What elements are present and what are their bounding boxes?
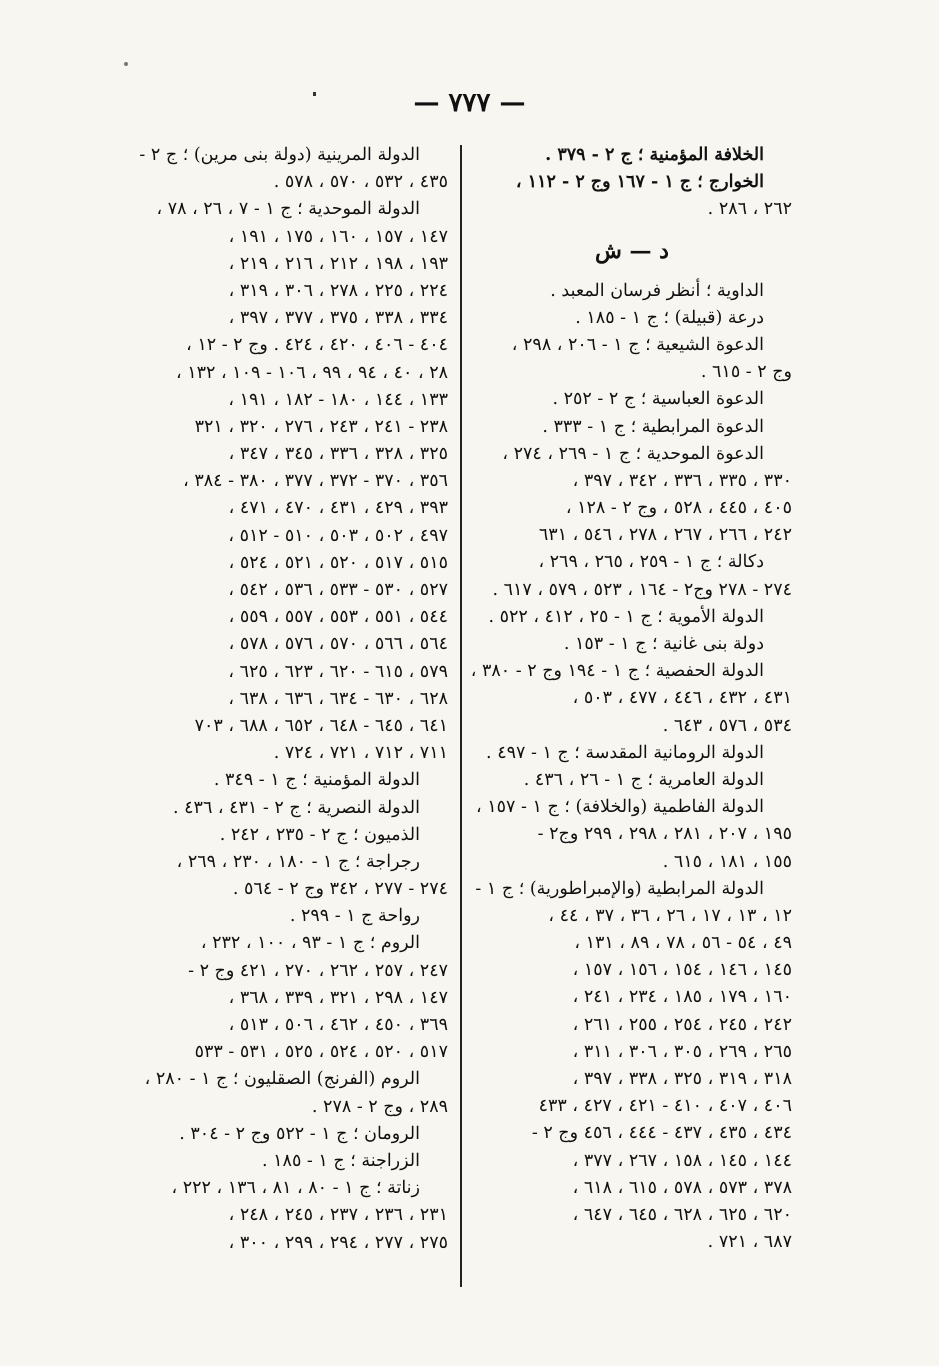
index-entry-continuation: ٥٣٤ ، ٥٧٦ ، ٦٤٣ . bbox=[662, 715, 792, 736]
column-divider bbox=[460, 145, 462, 1287]
index-entry-continuation: ٦٢٠ ، ٦٢٥ ، ٦٢٨ ، ٦٤٥ ، ٦٤٧ ، bbox=[572, 1204, 792, 1225]
index-entry-continuation: ٢٤٢ ، ٢٦٦ ، ٢٦٧ ، ٢٧٨ ، ٥٤٦ ، ٦٣١ bbox=[538, 525, 792, 546]
index-entry-continuation: ٢٤٧ ، ٢٥٧ ، ٢٦٢ ، ٢٧٠ ، ٤٢١ وج ٢ - bbox=[188, 960, 448, 981]
index-entry-continuation: ٣٣٤ ، ٣٣٨ ، ٣٧٥ ، ٣٧٧ ، ٣٩٧ ، bbox=[228, 308, 448, 329]
index-entry: الذميون ؛ ج ٢ - ٢٣٥ ، ٢٤٢ . bbox=[219, 824, 420, 845]
index-entry-continuation: ٢٤٢ ، ٢٤٥ ، ٢٥٤ ، ٢٥٥ ، ٢٦١ ، bbox=[572, 1014, 792, 1035]
index-entry: الخلافة المؤمنية ؛ ج ٢ - ٣٧٩ . bbox=[545, 145, 764, 165]
index-entry: الدولة الفاطمية (والخلافة) ؛ ج ١ - ١٥٧ ، bbox=[476, 797, 764, 818]
index-entry-continuation: ٥١٥ ، ٥١٧ ، ٥٢٠ ، ٥٢١ ، ٥٢٤ ، bbox=[228, 552, 448, 573]
index-entry-continuation: ٢٧٤ - ٢٧٨ وج٢ - ١٦٤ ، ٥٢٣ ، ٥٧٩ ، ٦١٧ . bbox=[492, 579, 792, 600]
index-entry-continuation: ٥٢٧ ، ٥٣٠ - ٥٣٣ ، ٥٣٦ ، ٥٤٢ ، bbox=[228, 580, 448, 600]
index-entry: الروم (الفرنج) الصقليون ؛ ج ١ - ٢٨٠ ، bbox=[144, 1069, 420, 1090]
index-entry-continuation: ٢٢٤ ، ٢٢٥ ، ٢٧٨ ، ٣٠٦ ، ٣١٩ ، bbox=[228, 280, 448, 301]
index-entry-continuation: ٣٧٨ ، ٥٧٣ ، ٥٧٨ ، ٦١٥ ، ٦١٨ ، bbox=[572, 1177, 792, 1198]
index-entry: الدولة الأموية ؛ ج ١ - ٢٥ ، ٤١٢ ، ٥٢٢ . bbox=[488, 606, 764, 627]
index-entry-continuation: ٢٦٢ ، ٢٨٦ . bbox=[707, 199, 792, 220]
index-entry-continuation: ١٤٥ ، ١٤٦ ، ١٥٤ ، ١٥٦ ، ١٥٧ ، bbox=[572, 960, 792, 981]
index-entry-continuation: ٢٨٩ ، وج ٢ - ٢٧٨ . bbox=[311, 1096, 448, 1117]
index-entry: دكالة ؛ ج ١ - ٢٥٩ ، ٢٦٥ ، ٢٦٩ ، bbox=[538, 552, 764, 573]
index-entry-continuation: ٤٣٥ ، ٥٣٢ ، ٥٧٠ ، ٥٧٨ . bbox=[273, 172, 448, 193]
index-entry: الدعوة العباسية ؛ ج ٢ - ٢٥٢ . bbox=[552, 389, 764, 410]
index-entry-continuation: ١٦٠ ، ١٧٩ ، ١٨٥ ، ٢٣٤ ، ٢٤١ ، bbox=[572, 987, 792, 1008]
index-column-left bbox=[118, 142, 448, 1292]
index-entry-continuation: وج ٢ - ٦١٥ . bbox=[700, 362, 792, 383]
index-entry-continuation: ٤٠٦ ، ٤٠٧ ، ٤١٠ - ٤٢١ ، ٤٢٧ ، ٤٣٣ bbox=[538, 1096, 792, 1117]
index-entry-continuation: ٢٨ ، ٤٠ ، ٩٤ ، ٩٩ ، ١٠٦ - ١٠٩ ، ١٣٢ ، bbox=[175, 362, 448, 383]
index-entry: الدولة النصرية ؛ ج ٢ - ٤٣١ ، ٤٣٦ . bbox=[173, 797, 420, 818]
index-entry-continuation: ١٩٣ ، ١٩٨ ، ٢١٢ ، ٢١٦ ، ٢١٩ ، bbox=[228, 253, 448, 274]
index-entry: رواحة ج ١ - ٢٩٩ . bbox=[289, 906, 420, 927]
index-entry: دولة بنى غانية ؛ ج ١ - ١٥٣ . bbox=[563, 634, 764, 654]
index-entry-continuation: ٤٩ ، ٥٤ - ٥٦ ، ٧٨ ، ٨٩ ، ١٣١ ، bbox=[574, 933, 792, 954]
index-entry: زناتة ؛ ج ١ - ٨٠ ، ٨١ ، ١٣٦ ، ٢٢٢ ، bbox=[171, 1178, 420, 1199]
index-entry-continuation: ٣١٨ ، ٣١٩ ، ٣٢٥ ، ٣٣٨ ، ٣٩٧ ، bbox=[572, 1069, 792, 1089]
index-entry-continuation: ٤٣٤ ، ٤٣٥ ، ٤٣٧ - ٤٤٤ ، ٤٥٦ وج ٢ - bbox=[531, 1123, 792, 1144]
index-entry-continuation: ٥١٧ ، ٥٢٠ ، ٥٢٤ ، ٥٢٥ ، ٥٣١ - ٥٣٣ bbox=[194, 1042, 448, 1063]
index-entry-continuation: ٣٥٦ ، ٣٧٠ - ٣٧٢ ، ٣٧٧ ، ٣٨٠ - ٣٨٤ ، bbox=[183, 471, 448, 492]
index-entry-continuation: ٢٧٥ ، ٢٧٧ ، ٢٩٤ ، ٢٩٩ ، ٣٠٠ ، bbox=[228, 1232, 448, 1253]
index-entry: الدعوة المرابطية ؛ ج ١ - ٣٣٣ . bbox=[542, 416, 764, 437]
index-entry-continuation: ١٤٧ ، ١٥٧ ، ١٦٠ ، ١٧٥ ، ١٩١ ، bbox=[228, 226, 448, 247]
index-entry-continuation: ٥٧٩ ، ٦١٥ - ٦٢٠ ، ٦٢٣ ، ٦٢٥ ، bbox=[228, 661, 448, 682]
index-entry-continuation: ٣٦٩ ، ٤٥٠ ، ٤٦٢ ، ٥٠٦ ، ٥١٣ ، bbox=[228, 1015, 448, 1035]
index-entry-continuation: ٥٤٤ ، ٥٥١ ، ٥٥٣ ، ٥٥٧ ، ٥٥٩ ، bbox=[228, 607, 448, 628]
index-entry-continuation: ١٥٥ ، ١٨١ ، ٦١٥ . bbox=[662, 851, 792, 872]
index-entry: الداوية ؛ أنظر فرسان المعبد . bbox=[550, 280, 764, 301]
index-entry: الدولة المؤمنية ؛ ج ١ - ٣٤٩ . bbox=[213, 770, 420, 791]
index-entry-continuation: ١٤٤ ، ١٤٥ ، ١٥٨ ، ٢٦٧ ، ٣٧٧ ، bbox=[572, 1150, 792, 1171]
index-entry: الدولة العامرية ؛ ج ١ - ٢٦ ، ٤٣٦ . bbox=[523, 769, 764, 790]
index-entry: الدعوة الموحدية ؛ ج ١ - ٢٦٩ ، ٢٧٤ ، bbox=[502, 443, 764, 464]
index-entry-continuation: ٦٢٨ ، ٦٣٠ - ٦٣٤ ، ٦٣٦ ، ٦٣٨ ، bbox=[228, 688, 448, 709]
index-entry-continuation: ١٢ ، ١٣ ، ١٧ ، ٢٦ ، ٣٦ ، ٣٧ ، ٤٤ ، bbox=[548, 905, 792, 926]
index-entry: الدولة الحفصية ؛ ج ١ - ١٩٤ وج ٢ - ٣٨٠ ، bbox=[470, 661, 764, 682]
index-entry-continuation: ٢٣٨ - ٢٤١ ، ٢٤٣ ، ٢٧٦ ، ٣٢٠ ، ٣٢١ bbox=[194, 416, 448, 437]
index-entry: الزراجنة ؛ ج ١ - ١٨٥ . bbox=[262, 1150, 420, 1171]
stray-mark bbox=[124, 62, 128, 66]
index-entry-continuation: ٤٠٥ ، ٤٤٥ ، ٥٢٨ ، وج ٢ - ١٢٨ ، bbox=[565, 498, 792, 519]
index-entry-continuation: ٣٢٥ ، ٣٢٨ ، ٣٣٦ ، ٣٤٥ ، ٣٤٧ ، bbox=[228, 444, 448, 465]
index-entry: الروم ؛ ج ١ - ٩٣ ، ١٠٠ ، ٢٣٢ ، bbox=[200, 933, 420, 954]
index-entry-continuation: ٤٩٧ ، ٥٠٢ ، ٥٠٣ ، ٥١٠ - ٥١٢ ، bbox=[228, 525, 448, 546]
index-entry-continuation: ١٤٧ ، ٢٩٨ ، ٣٢١ ، ٣٣٩ ، ٣٦٨ ، bbox=[228, 987, 448, 1008]
index-column-right bbox=[472, 142, 792, 1292]
index-entry-continuation: ١٣٣ ، ١٤٤ ، ١٨٠ - ١٨٢ ، ١٩١ ، bbox=[228, 389, 448, 410]
index-entry: الرومان ؛ ج ١ - ٥٢٢ وج ٢ - ٣٠٤ . bbox=[179, 1123, 420, 1144]
index-entry-continuation: ٢٧٤ - ٢٧٧ ، ٣٤٢ وج ٢ - ٥٦٤ . bbox=[232, 879, 448, 900]
index-entry-continuation: ٦٤١ ، ٦٤٥ - ٦٤٨ ، ٦٥٢ ، ٦٨٨ ، ٧٠٣ bbox=[194, 715, 448, 736]
index-entry-continuation: ٢٦٥ ، ٢٦٩ ، ٣٠٥ ، ٣٠٦ ، ٣١١ ، bbox=[572, 1041, 792, 1062]
section-heading: د — ش bbox=[595, 237, 669, 264]
index-entry-continuation: ٣٩٣ ، ٤٢٩ ، ٤٣١ ، ٤٧٠ ، ٤٧١ ، bbox=[228, 498, 448, 519]
index-entry-continuation: ٥٦٤ ، ٥٦٦ ، ٥٧٠ ، ٥٧٦ ، ٥٧٨ ، bbox=[228, 634, 448, 655]
index-entry-continuation: ٤٠٤ - ٤٠٦ ، ٤٢٠ ، ٤٢٤ . وج ٢ - ١٢ ، bbox=[186, 335, 448, 356]
index-entry-continuation: ٤٣١ ، ٤٣٢ ، ٤٤٦ ، ٤٧٧ ، ٥٠٣ ، bbox=[572, 688, 792, 709]
index-entry-continuation: ٢٣١ ، ٢٣٦ ، ٢٣٧ ، ٢٤٥ ، ٢٤٨ ، bbox=[228, 1205, 448, 1226]
index-entry: الدولة الرومانية المقدسة ؛ ج ١ - ٤٩٧ . bbox=[486, 742, 764, 763]
index-entry: الدعوة الشيعية ؛ ج ١ - ٢٠٦ ، ٢٩٨ ، bbox=[511, 334, 764, 355]
index-entry: الدولة المرينية (دولة بنى مرين) ؛ ج ٢ - bbox=[139, 145, 420, 165]
index-entry: الدولة المرابطية (والإمبراطورية) ؛ ج ١ - bbox=[475, 878, 764, 899]
index-entry: رجراجة ؛ ج ١ - ١٨٠ ، ٢٣٠ ، ٢٦٩ ، bbox=[176, 851, 420, 872]
index-entry-continuation: ٦٨٧ ، ٧٢١ . bbox=[707, 1232, 792, 1253]
index-entry: درعة (قبيلة) ؛ ج ١ - ١٨٥ . bbox=[575, 307, 764, 328]
index-entry-continuation: ١٩٥ ، ٢٠٧ ، ٢٨١ ، ٢٩٨ ، ٢٩٩ وج٢ - bbox=[537, 824, 792, 845]
index-entry: الخوارج ؛ ج ١ - ١٦٧ وج ٢ - ١١٢ ، bbox=[515, 172, 764, 193]
index-entry: الدولة الموحدية ؛ ج ١ - ٧ ، ٢٦ ، ٧٨ ، bbox=[156, 199, 420, 220]
page-number: — ٧٧٧ — bbox=[413, 88, 526, 118]
index-entry-continuation: ٣٣٠ ، ٣٣٥ ، ٣٣٦ ، ٣٤٢ ، ٣٩٧ ، bbox=[572, 470, 792, 491]
index-entry-continuation: ٧١١ ، ٧١٢ ، ٧٢١ ، ٧٢٤ . bbox=[273, 743, 448, 764]
